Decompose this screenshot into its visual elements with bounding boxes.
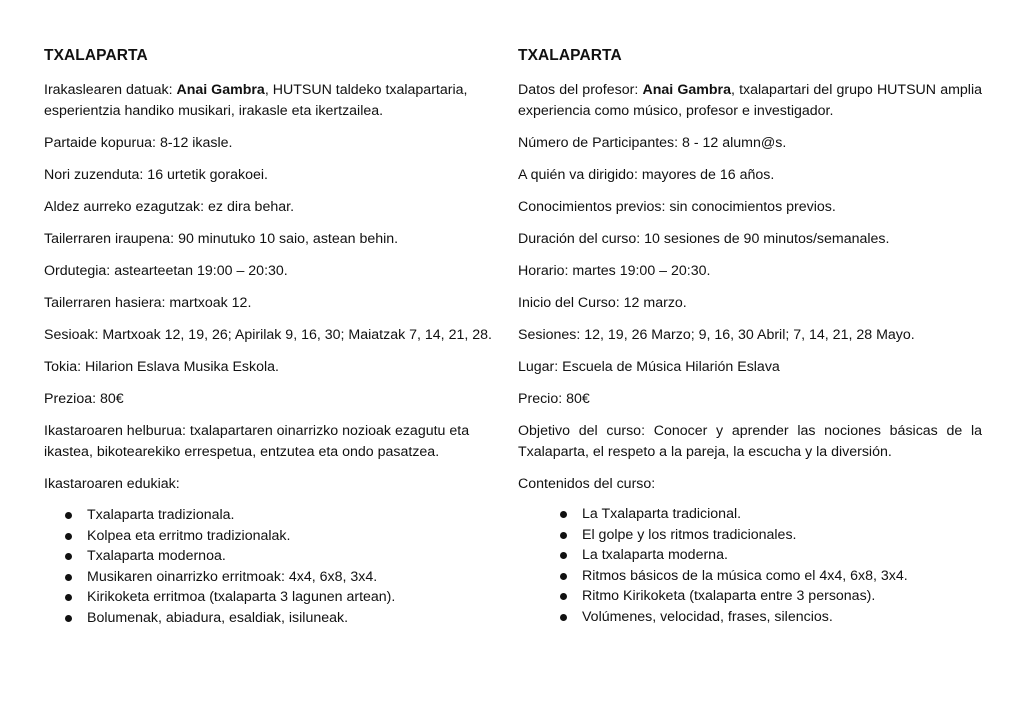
list-item-text: Ritmo Kirikoketa (txalaparta entre 3 personas). <box>582 588 876 605</box>
price-line: Precio: 80€ <box>518 391 590 407</box>
contents-list <box>44 505 506 629</box>
basque-column <box>44 44 506 629</box>
contents-heading: Contenidos del curso: <box>518 476 656 492</box>
list-item <box>518 586 982 607</box>
list-item-text: Bolumenak, abiadura, esaldiak, isiluneak. <box>87 609 349 626</box>
duration-line: Tailerraren iraupena: 90 minutuko 10 saio, astean behin. <box>44 231 399 247</box>
spanish-teacher-info <box>518 80 982 122</box>
list-item-text: Musikaren oinarrizko erritmoak: 4x4, 6x8, 3x4. <box>87 568 378 585</box>
bullet-icon <box>65 574 72 581</box>
bullet-icon <box>560 532 567 539</box>
sessions-line: Sesioak: Martxoak 12, 19, 26; Apirilak 9, 16, 30; Maiatzak 7, 14, 21, 28. <box>44 327 492 343</box>
contents-list <box>518 504 982 628</box>
basque-title: TXALAPARTA <box>44 47 148 64</box>
schedule-line: Horario: martes 19:00 – 20:30. <box>518 263 711 279</box>
bullet-icon <box>560 573 567 580</box>
teacher-label: Irakaslearen datuak: <box>44 82 177 98</box>
contents-heading: Ikastaroaren edukiak: <box>44 476 180 492</box>
list-item <box>518 545 982 566</box>
bullet-icon <box>65 553 72 560</box>
list-item <box>44 526 506 547</box>
schedule-line: Ordutegia: astearteetan 19:00 – 20:30. <box>44 263 288 279</box>
list-item-text: Txalaparta tradizionala. <box>87 507 235 523</box>
teacher-description: , txalapartari del grupo HUTSUN amplia experiencia como músico, profesor e investigador. <box>518 82 983 119</box>
list-item <box>44 567 506 588</box>
list-item <box>518 566 982 587</box>
participants-line: Partaide kopurua: 8-12 ikasle. <box>44 135 233 151</box>
list-item-text: El golpe y los ritmos tradicionales. <box>582 526 797 543</box>
audience-line: Nori zuzenduta: 16 urtetik gorakoei. <box>44 167 268 183</box>
bullet-icon <box>560 593 567 600</box>
sessions-line: Sesiones: 12, 19, 26 Marzo; 9, 16, 30 Abril; 7, 14, 21, 28 Mayo. <box>518 327 915 343</box>
list-item <box>44 587 506 608</box>
participants-line: Número de Participantes: 8 - 12 alumn@s. <box>518 135 787 151</box>
bullet-icon <box>560 511 567 518</box>
list-item <box>518 525 982 546</box>
list-item-text: Txalaparta modernoa. <box>87 548 226 565</box>
list-item-text: Volúmenes, velocidad, frases, silencios. <box>582 608 833 625</box>
teacher-description: , HUTSUN taldeko txalapartaria, esperientzia handiko musikari, irakasle eta ikertzailea. <box>44 82 468 119</box>
bullet-icon <box>65 594 72 601</box>
location-line: Lugar: Escuela de Música Hilarión Eslava <box>518 359 780 375</box>
list-item-text: Ritmos básicos de la música como el 4x4, 6x8, 3x4. <box>582 567 908 584</box>
spanish-title: TXALAPARTA <box>518 47 622 64</box>
list-item <box>44 608 506 629</box>
spanish-column <box>518 44 982 628</box>
list-item-text: Kolpea eta erritmo tradizionalak. <box>87 527 291 544</box>
list-item-text: La txalaparta moderna. <box>582 547 728 564</box>
start-line: Inicio del Curso: 12 marzo. <box>518 295 687 311</box>
start-line: Tailerraren hasiera: martxoak 12. <box>44 295 252 311</box>
list-item-text: Kirikoketa erritmoa (txalaparta 3 lagunen artean). <box>87 589 396 606</box>
list-item <box>518 607 982 628</box>
objective-line: Ikastaroaren helburua: txalapartaren oinarrizko nozioak ezagutu eta ikastea, bikotearekiko errespetua, entzutea eta ondo pasatzea. <box>44 423 470 460</box>
prerequisites-line: Aldez aurreko ezagutzak: ez dira behar. <box>44 199 295 215</box>
list-item-text: La Txalaparta tradicional. <box>582 506 742 522</box>
bullet-icon <box>65 512 72 519</box>
objective-line: Objetivo del curso: Conocer y aprender las nociones básicas de la Txalaparta, el respeto a la pareja, la escucha y la diversión. <box>518 423 982 460</box>
duration-line: Duración del curso: 10 sesiones de 90 minutos/semanales. <box>518 231 890 247</box>
basque-teacher-info <box>44 80 506 122</box>
bullet-icon <box>560 552 567 559</box>
teacher-label: Datos del profesor: <box>518 82 643 98</box>
list-item <box>518 504 982 525</box>
list-item <box>44 546 506 567</box>
prerequisites-line: Conocimientos previos: sin conocimientos previos. <box>518 199 836 215</box>
teacher-name: Anai Gambra <box>642 82 731 98</box>
teacher-name: Anai Gambra <box>176 82 265 98</box>
bullet-icon <box>65 615 72 622</box>
price-line: Prezioa: 80€ <box>44 391 124 407</box>
audience-line: A quién va dirigido: mayores de 16 años. <box>518 167 775 183</box>
list-item <box>44 505 506 526</box>
location-line: Tokia: Hilarion Eslava Musika Eskola. <box>44 359 279 375</box>
bullet-icon <box>560 614 567 621</box>
bullet-icon <box>65 533 72 540</box>
